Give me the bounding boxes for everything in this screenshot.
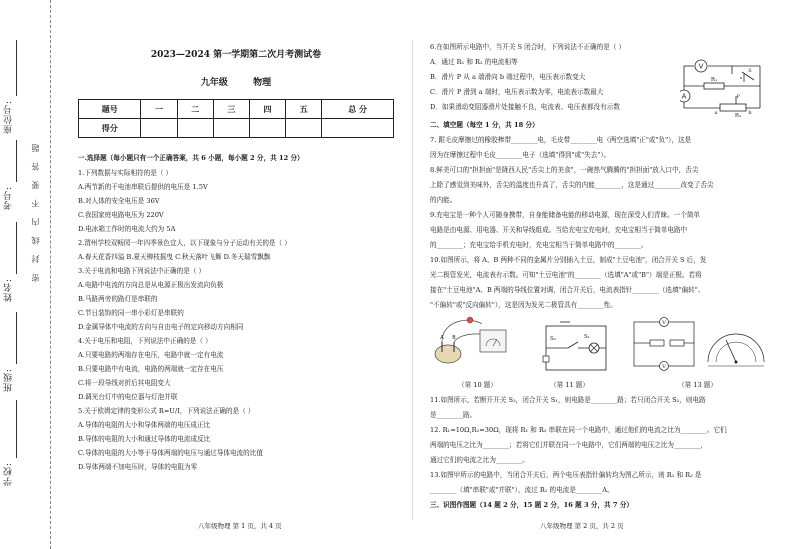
question-line: 因为在摩擦过程中毛皮________电子（选填"得到"或"失去"）。 (430, 151, 611, 159)
switch-s2-label: S₂ (550, 336, 556, 342)
left-page (78, 0, 394, 549)
question-line: D.导体两端不加电压时，导体的电阻为零 (78, 462, 198, 471)
question-line: 7. 跟毛皮摩擦过的橡胶棒带________电，毛皮带________电（两空选填"正"或"负"），这是 (430, 136, 692, 144)
question-line: 10.如图所示，将 A、B 两种不同的金属片分别插入土豆，制成"土豆电池"，闭合开关 S 后，发 (430, 256, 707, 264)
class-label: 班级: (4, 368, 14, 393)
school-label: 学校: (4, 462, 14, 487)
question-line: C．滑片 P 滑到 a 端时，电压表示数为零，电流表示数最大 (430, 88, 604, 96)
section-heading: 三、识图作图题（14 题 2 分，15 题 2 分，16 题 3 分，共 7 分） (430, 501, 634, 509)
subject-label: 物理 (253, 78, 272, 88)
question-line: D.金属导体中电流的方向与自由电子的定向移动方向相同 (78, 322, 244, 331)
name-line (16, 222, 17, 274)
question-line: 接在"土豆电池"A、B 两端的导线位置对调，闭合开关后，电流表指针________（选填"偏转"、 (430, 286, 705, 294)
r2-label: R₂ (734, 113, 742, 118)
question-line: 电路是由电源、用电器、开关和导线组成。当给充电宝充电时，充电宝相当于简单电路中 (430, 226, 688, 234)
question-line: "不偏转"或"反向偏转"），这是因为发光二极管具有________性。 (430, 301, 617, 309)
ammeter-label: A (681, 92, 687, 101)
name-label: 姓名: (4, 278, 14, 303)
page-divider (412, 40, 413, 520)
figure-10-caption: （第 10 题） (458, 381, 497, 389)
question-line: 是________路。 (430, 411, 477, 419)
footer-right: 八年级物理 第 2 页，共 2 页 (540, 522, 624, 530)
q6-block (430, 42, 680, 117)
question-line: A.只要电路的两端存在电压，电路中就一定有电流 (78, 350, 224, 359)
figure-11-caption: （第 11 题） (550, 381, 589, 389)
question-line: 13.如图甲所示的电路中，当闭合开关后，两个电压表指针偏转均为图乙所示，则 R₁ 和 R₂ 是 (430, 471, 702, 479)
switch-s1-label: S₁ (584, 334, 590, 340)
exam-title: 2023—2024 第一学期第二次月考测试卷 (150, 50, 322, 60)
question-line: B.只要电路中有电流，电路的两端就一定存在电压 (78, 364, 224, 373)
score-cell: 四 (249, 100, 285, 119)
exam-no-label: 考号: (4, 186, 14, 211)
score-input-cell[interactable] (141, 119, 177, 138)
circuit-diagram-q6 (680, 52, 764, 118)
svg-text:A: A (440, 335, 444, 341)
binding-margin (0, 0, 51, 549)
score-input-cell[interactable] (322, 119, 394, 138)
question-line: B．滑片 P 从 a 端滑向 b 端过程中，电压表示数变大 (430, 73, 586, 81)
question-line: 1.下列数据与实际相符的是（ ） (78, 168, 173, 177)
question-line: 的内能。 (430, 196, 457, 204)
end-b-label: b (748, 110, 752, 116)
figure-13-caption: （第 13 题） (678, 381, 717, 389)
question-line: 11.如图所示，若断开开关 S₂，闭合开关 S₁，则电路是________路；若只闭合开关 S₂，则电路 (430, 396, 706, 404)
lower-questions-block (430, 395, 770, 515)
question-line: D．如果滑动变阻器滑片处接触不良，电流表、电压表都没有示数 (430, 103, 620, 111)
r1-label: R₁ (710, 77, 718, 83)
seat-no-line (16, 40, 17, 96)
circuit-diagram-q11 (540, 320, 612, 378)
question-line: A.导体的电阻的大小和导体两端的电压成正比 (78, 420, 211, 429)
question-line: 光二极管发光，电流表有示数。可知"土豆电池"的________（选填"A"或"B"）端是正极。若将 (430, 271, 702, 279)
question-line: ________（填"串联"或"并联"），流过 R₁ 的电流是________A。 (430, 486, 614, 494)
question-line: 9.充电宝是一种个人可随身携带，自身能储备电能的移动电源，现在深受人们青睐。一个简单 (430, 211, 701, 219)
question-line: 的________；充电宝给手机充电时，充电宝相当于简单电路中的________。 (430, 241, 648, 249)
question-line: 8.鲜美可口的"担担面"是陇西人民"舌尖上的美食"，一碗热气腾腾的"担担面"放入口中，舌尖 (430, 166, 699, 174)
voltmeter-label: V (698, 62, 704, 71)
class-line (16, 312, 17, 364)
score-cell: 题号 (79, 100, 141, 119)
score-cell: 二 (177, 100, 213, 119)
potato-battery-figure (430, 306, 516, 372)
question-line: A.春天花香四溢 B.夏天柳枝摇曳 C.秋天落叶飞舞 D.冬天瑞雪飘飘 (78, 252, 271, 261)
question-line: C.节日装饰的同一串小彩灯是串联的 (78, 308, 184, 317)
score-row-label: 得分 (79, 119, 141, 138)
question-line: 6.在如图所示电路中，当开关 S 闭合时，下列说法不正确的是（ ） (430, 43, 626, 51)
question-line: A．通过 R₁ 和 R₂ 的电流相等 (430, 58, 518, 66)
score-cell: 一 (141, 100, 177, 119)
question-line: 2.渭州学校双畅园一年四季景色宜人，以下现象与分子运动有关的是（ ） (78, 238, 291, 247)
svg-text:B: B (452, 335, 456, 341)
seal-line-text: 密 封 线 内 不 要 答 题 (31, 140, 40, 282)
score-table (78, 99, 394, 138)
question-line: 通过它们的电流之比为________。 (430, 456, 529, 464)
question-line: D.电冰箱工作时的电流大约为 5A (78, 224, 176, 233)
right-page (430, 0, 770, 549)
circuit-diagram-q13 (630, 316, 770, 378)
question-line: C.导体的电阻的大小等于导体两端的电压与通过导体电流的比值 (78, 448, 263, 457)
svg-text:V: V (662, 364, 666, 370)
exam-no-line (16, 140, 17, 182)
score-input-cell[interactable] (177, 119, 213, 138)
question-line: 3.关于电流和电路下列说法中正确的是（ ） (78, 266, 206, 275)
question-line: D.调光台灯中的电位器与灯泡并联 (78, 392, 178, 401)
score-header-row (79, 100, 394, 119)
question-line: 两端的电压之比为________；若将它们并联在同一个电路中，它们两端的电压之比为________， (430, 441, 707, 449)
end-a-label: a (714, 110, 718, 116)
question-line: 5.关于欧姆定律的变形公式 R=U/I，下列说法正确的是（ ） (78, 406, 255, 415)
question-line: B.对人体的安全电压是 36V (78, 196, 160, 205)
score-input-cell[interactable] (249, 119, 285, 138)
svg-text:V: V (662, 320, 666, 326)
slider-p-label: P (736, 94, 740, 100)
switch-s-label: S (748, 68, 752, 74)
question-line: 上除了感觉到美味外，舌尖的温度也升高了，舌尖的内能________，这是通过________改变了舌尖 (430, 181, 714, 189)
question-line: 4.关于电压和电阻，下列说法中正确的是（ ） (78, 336, 212, 345)
score-cell: 五 (286, 100, 322, 119)
score-input-cell[interactable] (286, 119, 322, 138)
seat-no-label: 座位号: (4, 100, 14, 135)
question-line: C.将一段导线对折后其电阻变大 (78, 378, 171, 387)
fill-in-block (430, 120, 770, 315)
score-value-row (79, 119, 394, 138)
score-input-cell[interactable] (213, 119, 249, 138)
question-line: C.我国家庭电路电压为 220V (78, 210, 164, 219)
question-line: B.马路两旁的路灯是串联的 (78, 294, 158, 303)
school-line (16, 400, 17, 458)
footer-left: 八年级物理 第 1 页，共 4 页 (198, 522, 282, 530)
question-line: B.导体的电阻的大小和通过导体的电流成反比 (78, 434, 211, 443)
left-questions (78, 153, 394, 476)
question-line: A.电路中电流的方向总是从电源正极出发流向负极 (78, 280, 224, 289)
score-cell: 三 (213, 100, 249, 119)
score-cell: 总 分 (322, 100, 394, 119)
grade-label: 九年级 (200, 78, 228, 88)
section-heading: 二、填空题（每空 1 分，共 18 分） (430, 121, 539, 129)
question-line: A.两节新的干电池串联后提供的电压是 1.5V (78, 182, 208, 191)
section-heading: 一.选择题（每小题只有一个正确答案，共 6 小题，每小题 2 分，共 12 分） (78, 154, 304, 162)
exam-subtitle (78, 78, 394, 89)
question-line: 12. R₁=10Ω,R₂=30Ω，现将 R₁ 和 R₂ 串联在同一个电路中，通过他们的电流之比为________。它们 (430, 426, 727, 434)
